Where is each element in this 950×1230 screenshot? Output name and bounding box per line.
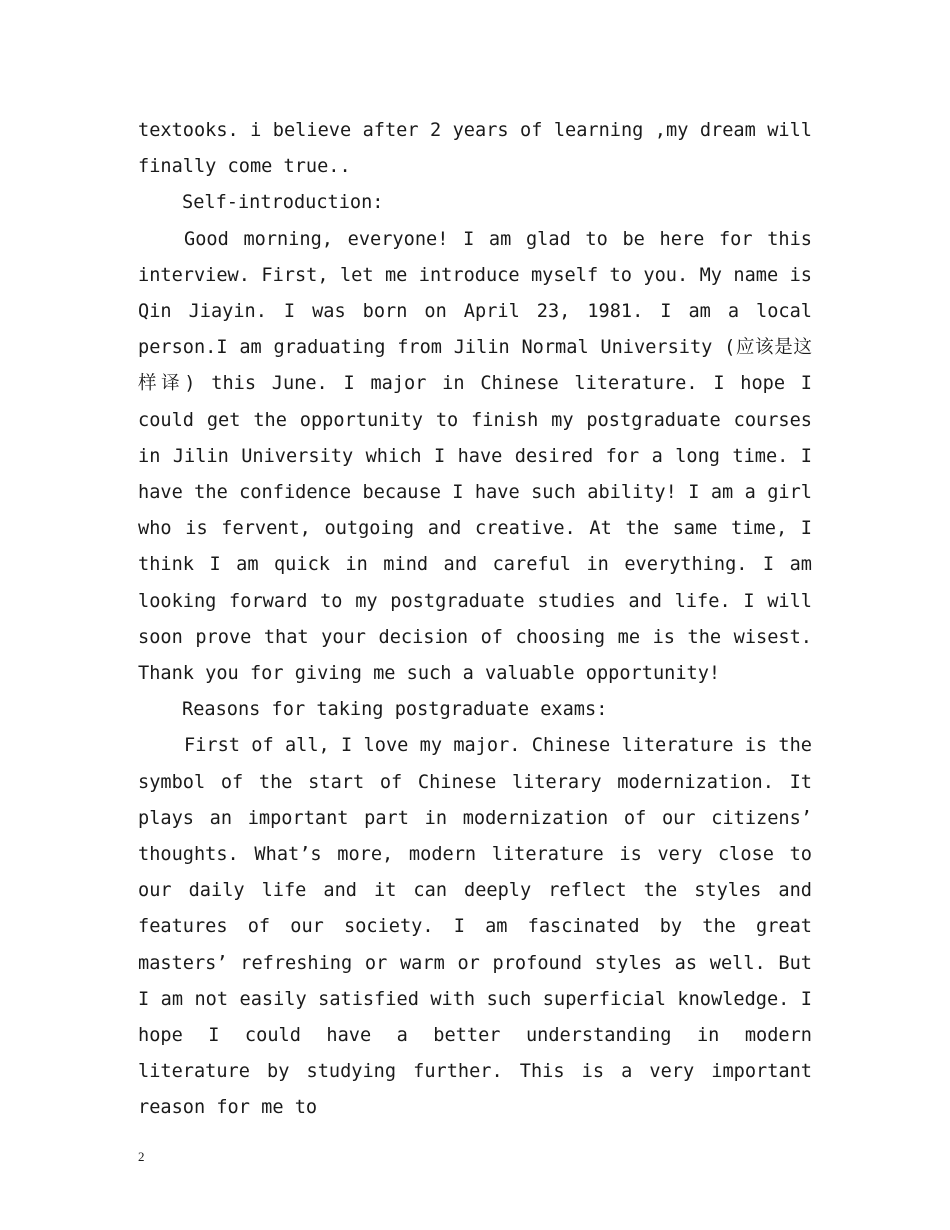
reasons-heading: Reasons for taking postgraduate exams: <box>182 699 608 721</box>
continuation-paragraph: textooks. i believe after 2 years of learning ,my dream will finally come true.. <box>138 120 812 178</box>
document-body <box>138 113 812 1127</box>
reasons-paragraph: First of all, I love my major. Chinese literature is the symbol of the start of Chinese literary modernization. It plays an important part in modernization of our citizens’ thoughts. What’s more, modern literature is very close to our daily life and it can deeply reflect the styles and features of our society. I am fascinated by the great masters’ refreshing or warm or profound styles as well. But I am not easily satisfied with such superficial knowledge. I hope I could have a better understanding in modern literature by studying further. This is a very important reason for me to <box>138 735 812 1119</box>
self-introduction-heading: Self-introduction: <box>182 192 384 214</box>
self-introduction-paragraph: Good morning, everyone! I am glad to be here for this interview. First, let me introduce myself to you. My name is Qin Jiayin. I was born on April 23, 1981. I am a local person.I am graduating from Jilin Normal University (应该是这样译) this June. I major in Chinese literature. I hope I could get the opportunity to finish my postgraduate courses in Jilin University which I have desired for a long time. I have the confidence because I have such ability! I am a girl who is fervent, outgoing and creative. At the same time, I think I am quick in mind and careful in everything. I am looking forward to my postgraduate studies and life. I will soon prove that your decision of choosing me is the wisest. Thank you for giving me such a valuable opportunity! <box>138 228 812 685</box>
page-number: 2 <box>138 1149 145 1164</box>
